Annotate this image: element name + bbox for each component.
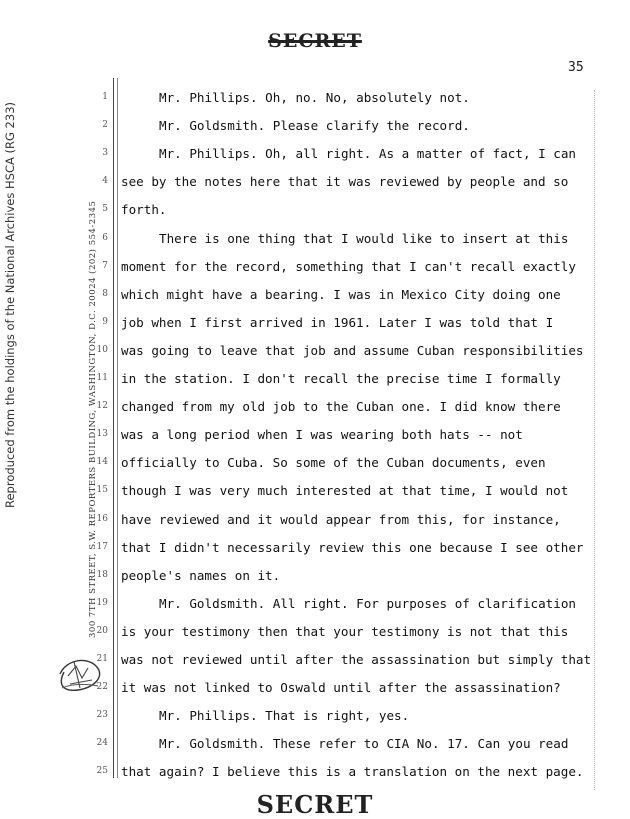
line-number: 17 [96,542,108,552]
classification-stamp-top-text: SECRET [268,30,362,52]
transcript-line: that I didn't necessarily review this one because I see other [121,540,584,555]
line-number: 11 [96,373,108,383]
transcript-line: There is one thing that I would like to insert at this [159,231,569,246]
transcript-line: forth. [121,202,167,217]
transcript-line: Mr. Goldsmith. All right. For purposes of clarification [159,596,577,611]
transcript-line: have reviewed and it would appear from this, for instance, [121,512,561,527]
line-number: 2 [102,120,108,130]
transcript-line: people's names on it. [121,568,281,583]
margin-rule [113,78,114,778]
line-number: 6 [102,233,108,243]
classification-stamp-top [0,30,630,52]
margin-rule-inner [117,78,118,778]
reporter-address: 300 7TH STREET, S.W. REPORTERS BUILDING, WASHINGTON, D.C. 20024 (202) 554-2345 [88,200,98,638]
line-number: 18 [96,570,108,580]
transcript-line: Mr. Phillips. That is right, yes. [159,708,410,723]
transcript-line: Mr. Goldsmith. Please clarify the record. [159,118,470,133]
line-number: 25 [96,766,108,776]
line-number: 15 [96,485,108,495]
page-number: 35 [568,60,584,75]
transcript-line: was going to leave that job and assume Cuban responsibilities [121,343,584,358]
line-number: 23 [96,710,108,720]
transcript-line: Mr. Phillips. Oh, no. No, absolutely not. [159,90,470,105]
transcript-line: Mr. Goldsmith. These refer to CIA No. 17. Can you read [159,736,569,751]
line-number: 9 [102,317,108,327]
line-number: 13 [96,429,108,439]
transcript-line: which might have a bearing. I was in Mexico City doing one [121,287,561,302]
line-number: 24 [96,738,108,748]
line-number: 19 [96,598,108,608]
transcript-line: though I was very much interested at that time, I would not [121,483,569,498]
transcript-line: moment for the record, something that I can't recall exactly [121,259,576,274]
seal-mark-icon [56,654,102,694]
line-number: 5 [102,204,108,214]
transcript-line: job when I first arrived in 1961. Later I was told that I [121,315,554,330]
transcript-line: was a long period when I was wearing both hats -- not [121,427,523,442]
line-number: 22 [96,682,108,692]
line-number: 7 [102,261,108,271]
transcript-line: that again? I believe this is a translation on the next page. [121,764,584,779]
line-number: 1 [102,92,108,102]
line-number: 10 [96,345,108,355]
transcript-line: is your testimony then that your testimony is not that this [121,624,569,639]
archive-note: Reproduced from the holdings of the National Archives HSCA (RG 233) [3,102,17,508]
right-margin-rule [594,90,595,790]
transcript-line: Mr. Phillips. Oh, all right. As a matter of fact, I can [159,146,577,161]
line-number: 16 [96,514,108,524]
transcript-line: in the station. I don't recall the precise time I formally [121,371,561,386]
line-number: 12 [96,401,108,411]
transcript-line: see by the notes here that it was reviewed by people and so [121,174,569,189]
transcript-line: changed from my old job to the Cuban one. I did know there [121,399,561,414]
transcript-line: officially to Cuba. So some of the Cuban documents, even [121,455,546,470]
line-number: 4 [102,176,108,186]
transcript-line: was not reviewed until after the assassination but simply that [121,652,592,667]
line-number: 8 [102,289,108,299]
line-number: 21 [96,654,108,664]
line-number: 14 [96,457,108,467]
transcript-line: it was not linked to Oswald until after the assassination? [121,680,561,695]
classification-stamp-bottom: SECRET [256,790,374,819]
line-number: 20 [96,626,108,636]
line-number: 3 [102,148,108,158]
